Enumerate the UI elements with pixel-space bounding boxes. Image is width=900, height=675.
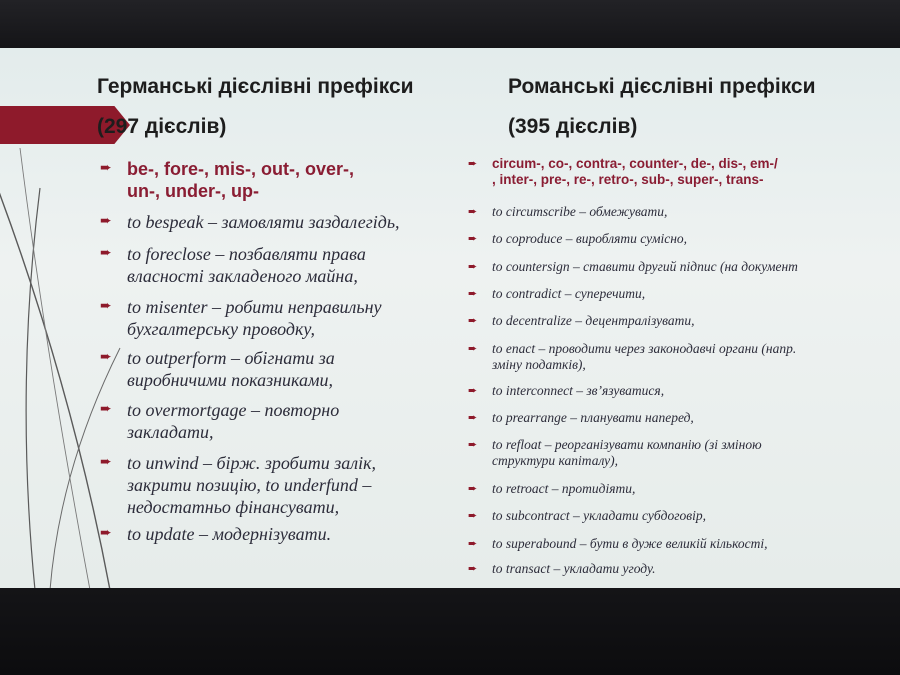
arrow-bullet-icon: ➨ xyxy=(468,537,478,550)
arrow-bullet-icon: ➨ xyxy=(100,525,112,541)
list-item-text: to transact – укладати угоду. xyxy=(492,561,656,576)
list-item-text: , inter-, pre-, re-, retro-, sub-, super-, trans- xyxy=(492,172,764,187)
list-item-text: to interconnect – зв’язуватися, xyxy=(492,383,665,398)
list-item-text: to refloat – реорганізувати компанію (зі зміною xyxy=(492,437,762,452)
list-item-text: circum-, co-, contra-, counter-, de-, dis-, em-/ xyxy=(492,156,778,171)
arrow-bullet-icon: ➨ xyxy=(468,287,478,300)
arrow-bullet-icon: ➨ xyxy=(468,232,478,245)
list-item-text: бухгалтерську проводку, xyxy=(127,319,315,339)
list-item-text: to circumscribe – обмежувати, xyxy=(492,204,668,219)
arrow-bullet-icon: ➨ xyxy=(468,342,478,355)
arrow-bullet-icon: ➨ xyxy=(468,411,478,424)
arrow-bullet-icon: ➨ xyxy=(468,384,478,397)
list-item-text: закладати, xyxy=(127,422,214,442)
arrow-bullet-icon: ➨ xyxy=(100,401,112,417)
list-item-text: to retroact – протидіяти, xyxy=(492,481,636,496)
list-item-text: закрити позицію, to underfund – xyxy=(127,475,372,495)
arrow-bullet-icon: ➨ xyxy=(468,157,478,170)
arrow-bullet-icon: ➨ xyxy=(468,562,478,575)
list-item-text: to overmortgage – повторно xyxy=(127,400,340,420)
title-line: Германські дієслівні префікси xyxy=(97,75,414,98)
arrow-bullet-icon: ➨ xyxy=(100,213,112,229)
list-item-text: to update – модернізувати. xyxy=(127,524,332,544)
arrow-bullet-icon: ➨ xyxy=(100,160,112,176)
list-item-text: to misenter – робити неправильну xyxy=(127,297,382,317)
arrow-bullet-icon: ➨ xyxy=(468,314,478,327)
arrow-bullet-icon: ➨ xyxy=(100,298,112,314)
list-item-text: to decentralize – децентралізувати, xyxy=(492,313,695,328)
title-line: (395 дієслів) xyxy=(508,115,638,138)
arrow-bullet-icon: ➨ xyxy=(100,349,112,365)
list-item-text: зміну податків), xyxy=(492,357,586,372)
list-item-text: to foreclose – позбавляти права xyxy=(127,244,366,264)
arrow-bullet-icon: ➨ xyxy=(100,245,112,261)
list-item-text: to enact – проводити через законодавчі органи (напр. xyxy=(492,341,797,356)
arrow-bullet-icon: ➨ xyxy=(468,509,478,522)
list-item-text: to contradict – суперечити, xyxy=(492,286,646,301)
arrow-bullet-icon: ➨ xyxy=(100,454,112,470)
arrow-bullet-icon: ➨ xyxy=(468,260,478,273)
list-item-text: структури капіталу), xyxy=(492,453,619,468)
arrow-bullet-icon: ➨ xyxy=(468,482,478,495)
list-item-text: виробничими показниками, xyxy=(127,370,334,390)
list-item-text: to prearrange – планувати наперед, xyxy=(492,410,694,425)
list-item-text: to countersign – ставити другий підпис (на документ xyxy=(492,259,798,274)
list-item-text: to subcontract – укладати субдоговір, xyxy=(492,508,706,523)
list-item-text: to superabound – бути в дуже великій кількості, xyxy=(492,536,768,551)
monitor-top-bezel xyxy=(0,0,900,50)
list-item-text: un-, under-, up- xyxy=(127,181,259,201)
monitor-bottom-bezel xyxy=(0,588,900,675)
list-item-text: to unwind – бірж. зробити залік, xyxy=(127,453,376,473)
list-item-text: to bespeak – замовляти заздалегідь, xyxy=(127,212,400,232)
arrow-bullet-icon: ➨ xyxy=(468,205,478,218)
title-line: (297 дієслів) xyxy=(97,115,227,138)
title-line: Романські дієслівні префікси xyxy=(508,75,816,98)
presentation-slide xyxy=(0,48,900,590)
list-item-text: власності закладеного майна, xyxy=(127,266,358,286)
list-item-text: недостатньо фінансувати, xyxy=(127,497,340,517)
list-item-text: to outperform – обігнати за xyxy=(127,348,335,368)
arrow-bullet-icon: ➨ xyxy=(468,438,478,451)
list-item-text: to coproduce – виробляти сумісно, xyxy=(492,231,688,246)
list-item-text: be-, fore-, mis-, out-, over-, xyxy=(127,159,355,179)
